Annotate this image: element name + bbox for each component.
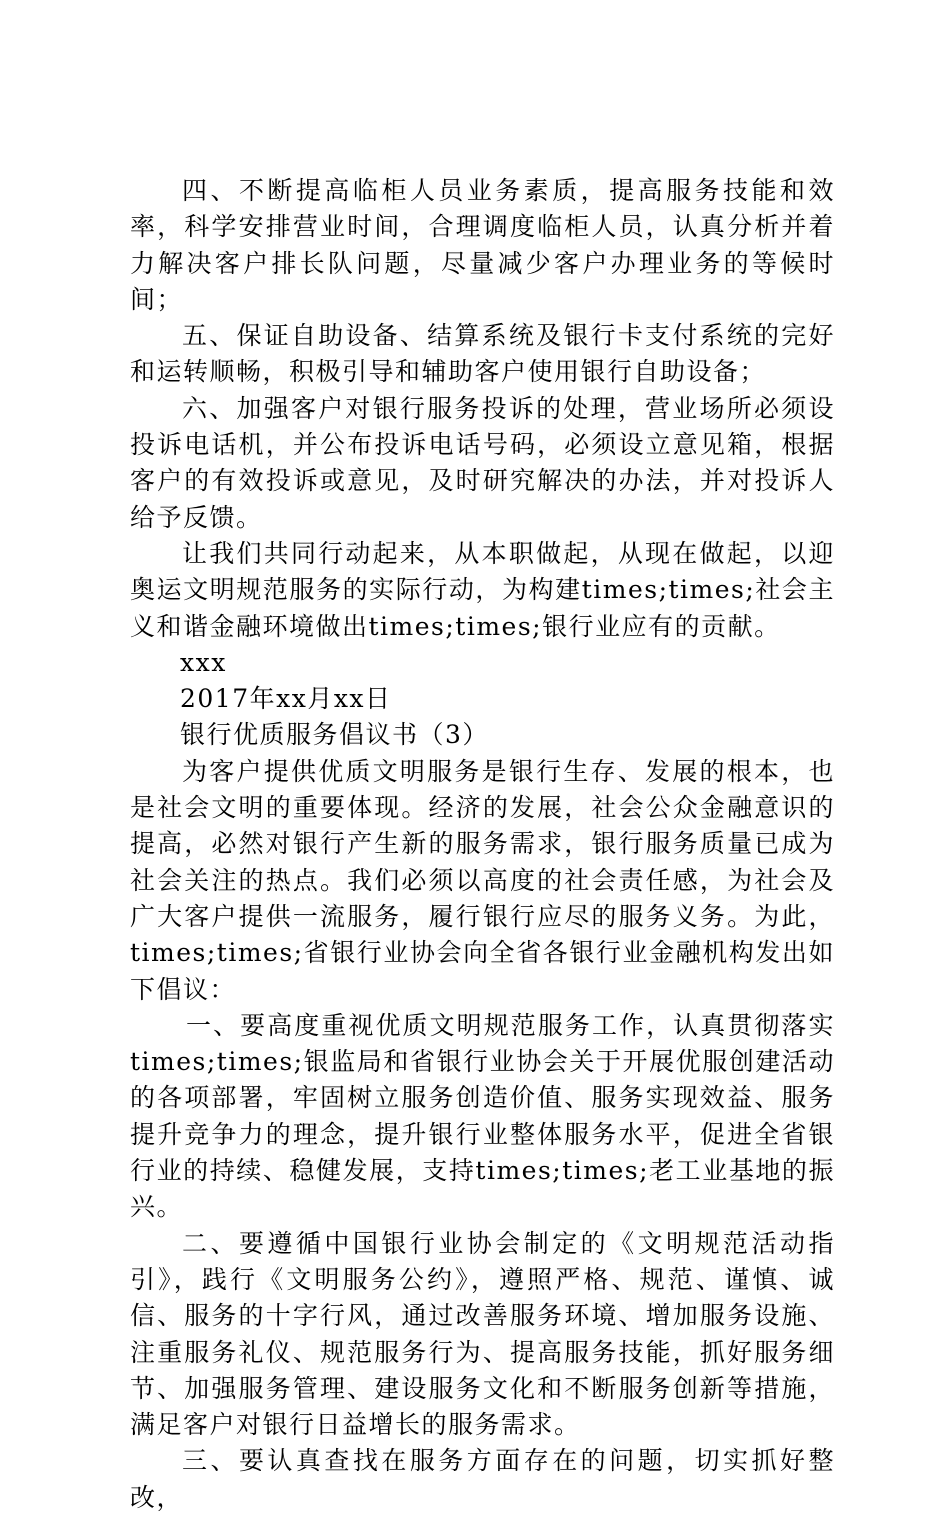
paragraph-intro: 为客户提供优质文明服务是银行生存、发展的根本，也是社会文明的重要体现。经济的发展，社会公众金融意识的提高，必然对银行产生新的服务需求，银行服务质量已成为社会关注的热点。我们必须以高度的社会责任感，为社会及广大客户提供一流服务，履行银行应尽的服务义务。为此，times;times;省银行业协会向全省各银行业金融机构发出如下倡议： bbox=[130, 756, 835, 1004]
paragraph-item-five: 五、保证自助设备、结算系统及银行卡支付系统的完好和运转顺畅，积极引导和辅助客户使用银行自助设备； bbox=[130, 321, 835, 387]
signature: xxx bbox=[180, 647, 227, 677]
paragraph-item-four: 四、不断提高临柜人员业务素质，提高服务技能和效率，科学安排营业时间，合理调度临柜人员，认真分析并着力解决客户排长队问题，尽量减少客户办理业务的等候时间； bbox=[130, 176, 835, 314]
paragraph-proposal-three: 三、要认真查找在服务方面存在的问题，切实抓好整改， bbox=[130, 1446, 835, 1512]
paragraph-item-six: 六、加强客户对银行服务投诉的处理，营业场所必须设投诉电话机，并公布投诉电话号码，必须设立意见箱，根据客户的有效投诉或意见，及时研究解决的办法，并对投诉人给予反馈。 bbox=[130, 393, 835, 532]
paragraph-call-to-action: 让我们共同行动起来，从本职做起，从现在做起，以迎奥运文明规范服务的实际行动，为构建times;times;社会主义和谐金融环境做出times;times;银行业应有的贡献。 bbox=[130, 538, 835, 641]
date: 2017年xx月xx日 bbox=[180, 684, 392, 714]
section-title: 银行优质服务倡议书（3） bbox=[180, 720, 489, 750]
paragraph-proposal-one: 一、要高度重视优质文明规范服务工作，认真贯彻落实times;times;银监局和省银行业协会关于开展优服创建活动的各项部署，牢固树立服务创造价值、服务实现效益、服务提升竞争力的理念，提升银行业整体服务水平，促进全省银行业的持续、稳健发展，支持times;times;老工业基地的振兴。 bbox=[130, 1010, 835, 1222]
paragraph-proposal-two: 二、要遵循中国银行业协会制定的《文明规范活动指引》，践行《文明服务公约》，遵照严格、规范、谨慎、诚信、服务的十字行风，通过改善服务环境、增加服务设施、注重服务礼仪、规范服务行为、提高服务技能，抓好服务细节、加强服务管理、建设服务文化和不断服务创新等措施，满足客户对银行日益增长的服务需求。 bbox=[130, 1228, 835, 1440]
document-body bbox=[130, 173, 835, 1516]
